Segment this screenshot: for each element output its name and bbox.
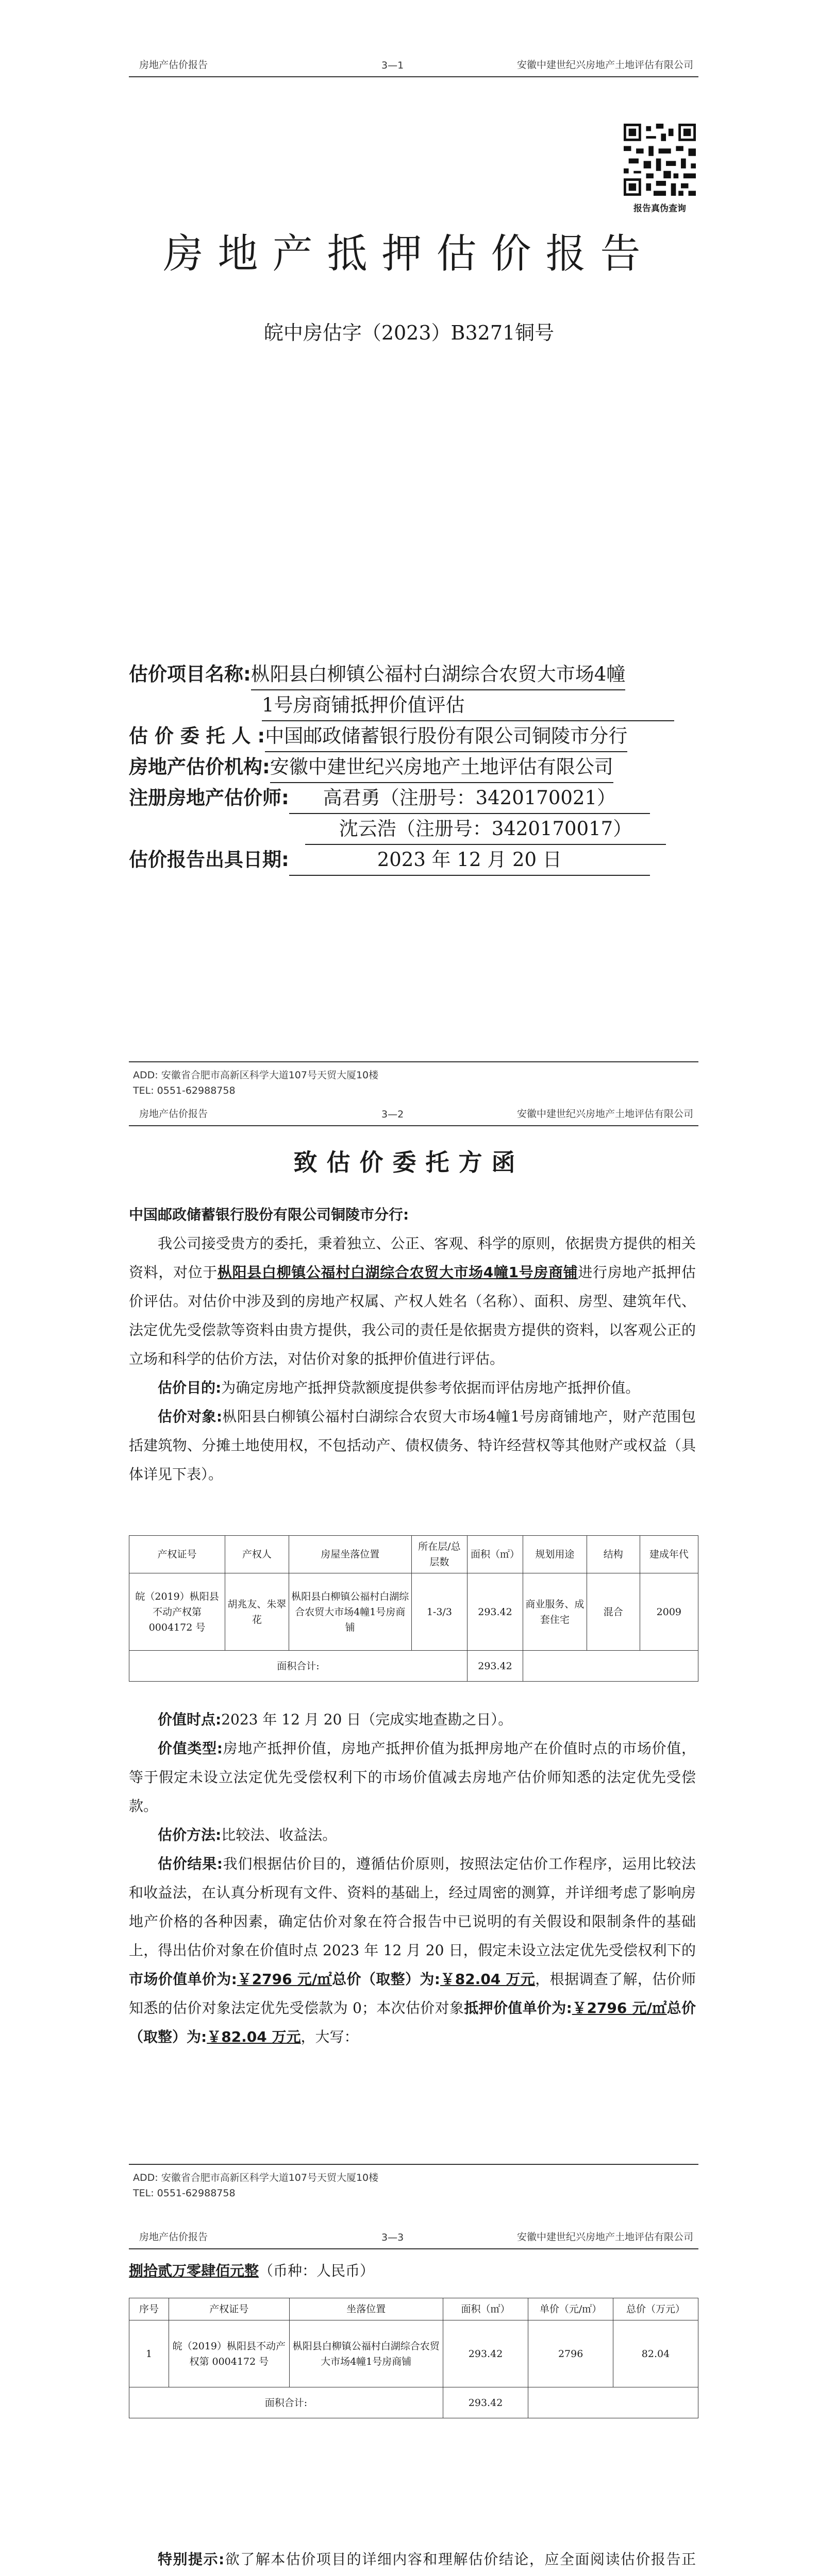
result-paragraph: 估价结果:我们根据估价目的，遵循估价原则，按照法定估价工作程序，运用比较法和收益法，在认真分析现有文件、资料的基础上，经过周密的测算，并详细考虑了影响房地产价格的各种因素，确定估价对象在符合报告中已说明的有关假设和限制条件的基础上，得出估价对象在价值时点 2023 年 12 月 20 日，假定未设立法定优先受偿权利下的市场价值单价为:￥2796 元/㎡总价（取整）为:￥82.04 万元，根据调查了解，估价师知悉的估价对象法定优先受偿款为 0；本次估价对象抵押价值单价为:￥2796 元/㎡总价（取整）为:￥82.04 万元，大写： — [129, 1855, 696, 2045]
project-value: 枞阳县白柳镇公福村白湖综合农贸大市场4幢 — [251, 659, 626, 690]
page-letter — [0, 1103, 818, 2226]
footer-address: ADD: 安徽省合肥市高新区科学大道107号天贸大厦10楼 — [133, 1070, 379, 1081]
header-left: 房地产估价报告 — [139, 59, 208, 71]
agency-label: 房地产估价机构: — [129, 756, 270, 778]
header-page-number: 3—1 — [381, 60, 404, 71]
table-total-row: 面积合计: 293.42 — [129, 1651, 698, 1682]
property-table — [129, 1535, 698, 1682]
agency-value: 安徽中建世纪兴房地产土地评估有限公司 — [270, 752, 613, 783]
project-row — [129, 659, 722, 690]
intro-paragraph: 我公司接受贵方的委托，秉着独立、公正、客观、科学的原则，依据贵方提供的相关资料，对位于枞阳县白柳镇公福村白湖综合农贸大市场4幢1号房商铺进行房地产抵押估价评估。对估价中涉及到的房地产权属、产权人姓名（名称）、面积、房型、建筑年代、法定优先受偿款等资料由贵方提供，我公司的责任是依据贵方提供的资料，以客观公正的立场和科学的估价方法，对估价对象的抵押价值进行评估。 — [129, 1235, 696, 1367]
mortgage-total-price: ￥82.04 万元 — [207, 2028, 301, 2045]
table-header-row: 序号 产权证号 坐落位置 面积（㎡） 单价（元/㎡） 总价（万元） — [129, 2298, 698, 2320]
document-number: 皖中房估字（2023）B3271铜号 — [263, 321, 555, 344]
header-right: 安徽中建世纪兴房地产土地评估有限公司 — [516, 2231, 693, 2243]
value-type-paragraph: 价值类型:房地产抵押价值，房地产抵押价值为抵押房地产在价值时点的市场价值，等于假定未设立法定优先受偿权利下的市场价值减去房地产估价师知悉的法定优先受偿款。 — [129, 1740, 696, 1815]
date-row — [129, 845, 722, 876]
header-right: 安徽中建世纪兴房地产土地评估有限公司 — [516, 59, 693, 71]
letter-title: 致估价委托方函 — [293, 1148, 525, 1176]
client-value: 中国邮政储蓄银行股份有限公司铜陵市分行 — [265, 721, 627, 752]
purpose-paragraph: 估价目的:为确定房地产抵押贷款额度提供参考依据而评估房地产抵押价值。 — [158, 1379, 640, 1396]
valuation-table — [129, 2298, 698, 2418]
client-row — [129, 721, 722, 752]
header-page-number: 3—2 — [381, 1109, 404, 1120]
header-page-number: 3—3 — [381, 2232, 404, 2243]
mortgage-unit-price: ￥2796 元/㎡ — [572, 1999, 667, 2016]
table-total-row: 面积合计: 293.42 — [129, 2387, 698, 2418]
amount-caps: 捌拾贰万零肆佰元整 — [129, 2262, 259, 2279]
qr-caption: 报告真伪查询 — [633, 204, 686, 214]
project-value-2: 1号房商铺抵押价值评估 — [262, 690, 674, 721]
salutation: 中国邮政储蓄银行股份有限公司铜陵市分行: — [129, 1206, 409, 1223]
method-paragraph: 估价方法:比较法、收益法。 — [158, 1826, 337, 1843]
table-row: 1 皖（2019）枞阳县不动产权第 0004172 号 枞阳县白柳镇公福村白湖综合农贸大市场4幢1号房商铺 293.42 2796 82.04 — [129, 2320, 698, 2387]
footer-tel: TEL: 0551-62988758 — [133, 2188, 236, 2199]
appraiser-row — [129, 783, 722, 814]
page-cover — [0, 0, 818, 1103]
header-left: 房地产估价报告 — [139, 2231, 208, 2243]
letter-details — [129, 1705, 696, 2052]
header-right: 安徽中建世纪兴房地产土地评估有限公司 — [516, 1108, 693, 1120]
agency-row — [129, 752, 722, 783]
value-date-paragraph: 价值时点:2023 年 12 月 20 日（完成实地查勘之日）。 — [158, 1711, 513, 1728]
table-header-row: 产权证号 产权人 房屋坐落位置 所在层/总层数 面积（㎡） 规划用途 结构 建成年代 — [129, 1536, 698, 1573]
project-row-2 — [129, 690, 722, 721]
letter-intro — [129, 1200, 696, 1489]
project-label: 估价项目名称: — [129, 663, 251, 685]
appraiser-2: 沈云浩（注册号：3420170017） — [305, 814, 666, 845]
qr-code-icon[interactable] — [624, 124, 696, 196]
footer-address: ADD: 安徽省合肥市高新区科学大道107号天贸大厦10楼 — [133, 2172, 379, 2183]
appraiser-1: 高君勇（注册号：3420170021） — [289, 783, 650, 814]
appraiser-row-2 — [129, 814, 722, 845]
page-header — [129, 2226, 698, 2249]
object-paragraph: 估价对象:枞阳县白柳镇公福村白湖综合农贸大市场4幢1号房商铺地产，财产范围包括建筑物、分摊土地使用权，不包括动产、债权债务、特许经营权等其他财产或权益（具体详见下表）。 — [129, 1408, 696, 1483]
table-row: 皖（2019）枞阳县不动产权第 0004172 号 胡兆友、朱翠花 枞阳县白柳镇公福村白湖综合农贸大市场4幢1号房商铺 1-3/3 293.42 商业服务、成套住宅 混合 2009 — [129, 1573, 698, 1651]
page-footer — [129, 2164, 698, 2201]
page-header — [129, 1103, 698, 1126]
report-title: 房地产抵押估价报告 — [163, 231, 655, 277]
appraiser-label: 注册房地产估价师: — [129, 787, 289, 809]
market-total-price: ￥82.04 万元 — [440, 1971, 536, 1988]
special-notice: 特别提示:欲了解本估价项目的详细内容和理解估价结论，应全面阅读估价报告正 — [158, 2551, 696, 2568]
market-unit-price: ￥2796 元/㎡ — [237, 1971, 332, 1988]
date-value: 2023 年 12 月 20 日 — [289, 845, 650, 876]
property-address: 枞阳县白柳镇公福村白湖综合农贸大市场4幢1号房商铺 — [217, 1264, 578, 1281]
footer-tel: TEL: 0551-62988758 — [133, 1085, 236, 1096]
cover-info — [129, 659, 722, 876]
page-header — [129, 54, 698, 77]
date-label: 估价报告出具日期: — [129, 849, 289, 871]
header-left: 房地产估价报告 — [139, 1108, 208, 1120]
client-label: 估 价 委 托 人 : — [129, 725, 265, 747]
page-continuation — [0, 2226, 818, 2576]
amount-in-words: 捌拾贰万零肆佰元整（币种：人民币） — [129, 2262, 375, 2279]
page-footer — [129, 1061, 698, 1098]
